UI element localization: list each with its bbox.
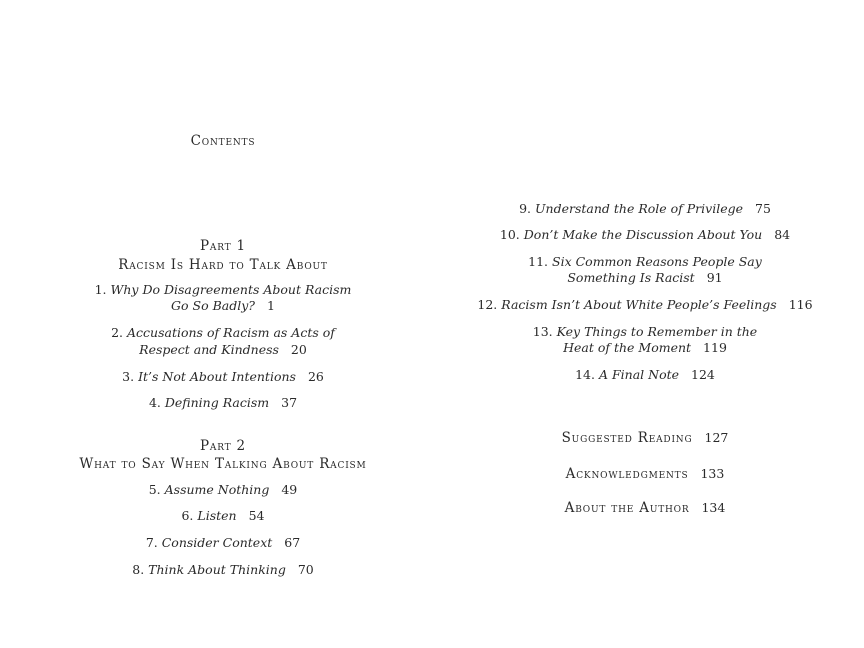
chapter-number: 11. — [528, 254, 549, 269]
back-matter-acknowledgments — [445, 465, 845, 483]
chapter-number: 13. — [532, 324, 553, 339]
toc-entry-9 — [445, 200, 845, 217]
part-2-label: Part 2 — [200, 438, 246, 454]
chapter-title-line: Assume Nothing — [164, 482, 270, 497]
page-number: 75 — [755, 201, 771, 216]
chapter-title-line: Go So Badly? — [171, 298, 255, 313]
right-page — [432, 0, 864, 648]
chapter-number: 14. — [575, 367, 595, 382]
chapter-number: 5. — [148, 482, 161, 497]
chapter-title-line: Understand the Role of Privilege — [535, 201, 743, 216]
back-matter-suggested-reading — [445, 429, 845, 447]
toc-entry-1 — [23, 281, 423, 298]
chapter-number: 1. — [94, 282, 107, 297]
chapter-title-line: Why Do Disagreements About Racism — [110, 282, 352, 297]
toc-entry-3 — [23, 368, 423, 385]
toc-entry-2 — [23, 324, 423, 341]
toc-entry-11 — [445, 253, 845, 270]
page-number: 91 — [706, 270, 723, 285]
page-number: 70 — [297, 562, 314, 577]
chapter-number: 12. — [477, 297, 498, 312]
toc-entry-10 — [445, 226, 845, 243]
page-number: 84 — [774, 227, 791, 242]
page-number: 37 — [281, 395, 298, 410]
page-number: 1 — [267, 298, 275, 313]
page-number: 119 — [703, 340, 727, 355]
back-matter-title: Acknowledgments — [565, 466, 689, 482]
chapter-number: 10. — [499, 227, 520, 242]
toc-entry-8 — [23, 561, 423, 578]
chapter-number: 8. — [132, 562, 145, 577]
page-number: 134 — [701, 500, 726, 515]
toc-entry-4 — [23, 394, 423, 411]
chapter-title-line: Respect and Kindness — [139, 342, 279, 357]
toc-entry-13 — [445, 323, 845, 340]
page-number: 26 — [307, 369, 324, 384]
back-matter-title: Suggested Reading — [561, 430, 693, 446]
toc-entry-1-cont — [23, 297, 423, 314]
chapter-title-line: Consider Context — [161, 535, 273, 550]
chapter-title-line: A Final Note — [598, 367, 680, 382]
chapter-title-line: Racism Isn’t About White People’s Feelings — [501, 297, 777, 312]
toc-entry-11-cont — [445, 269, 845, 286]
chapter-title-line: Something Is Racist — [567, 270, 695, 285]
contents-heading: Contents — [190, 133, 256, 149]
chapter-number: 3. — [122, 369, 135, 384]
toc-entry-14 — [445, 366, 845, 383]
page-number: 49 — [281, 482, 298, 497]
page-number: 20 — [290, 342, 307, 357]
back-matter-about-author — [445, 499, 845, 517]
chapter-title-line: Listen — [197, 508, 237, 523]
chapter-title-line: Defining Racism — [164, 395, 270, 410]
toc-entry-13-cont — [445, 339, 845, 356]
chapter-number: 9. — [519, 201, 532, 216]
chapter-title-line: Heat of the Moment — [563, 340, 692, 355]
chapter-title-line: Don’t Make the Discussion About You — [523, 227, 763, 242]
chapter-title-line: It’s Not About Intentions — [138, 369, 296, 384]
page-number: 67 — [284, 535, 301, 550]
page-number: 127 — [704, 430, 729, 445]
back-matter-title: About the Author — [564, 500, 690, 516]
toc-entry-6 — [23, 507, 423, 524]
chapter-title-line: Six Common Reasons People Say — [552, 254, 762, 269]
chapter-title-line: Key Things to Remember in the — [556, 324, 758, 339]
page-number: 116 — [788, 297, 813, 312]
toc-entry-5 — [23, 481, 423, 498]
chapter-number: 6. — [181, 508, 194, 523]
chapter-title-line: Accusations of Racism as Acts of — [127, 325, 335, 340]
chapter-number: 4. — [148, 395, 161, 410]
part-1-title: Racism Is Hard to Talk About — [118, 257, 328, 273]
page-number: 124 — [691, 367, 715, 382]
part-2-title: What to Say When Talking About Racism — [79, 456, 367, 472]
chapter-number: 7. — [145, 535, 158, 550]
page-number: 133 — [700, 466, 725, 481]
toc-entry-12 — [445, 296, 845, 313]
page-number: 54 — [248, 508, 265, 523]
chapter-number: 2. — [111, 325, 124, 340]
toc-entry-7 — [23, 534, 423, 551]
part-1-label: Part 1 — [200, 238, 246, 254]
toc-entry-2-cont — [23, 341, 423, 358]
chapter-title-line: Think About Thinking — [148, 562, 286, 577]
